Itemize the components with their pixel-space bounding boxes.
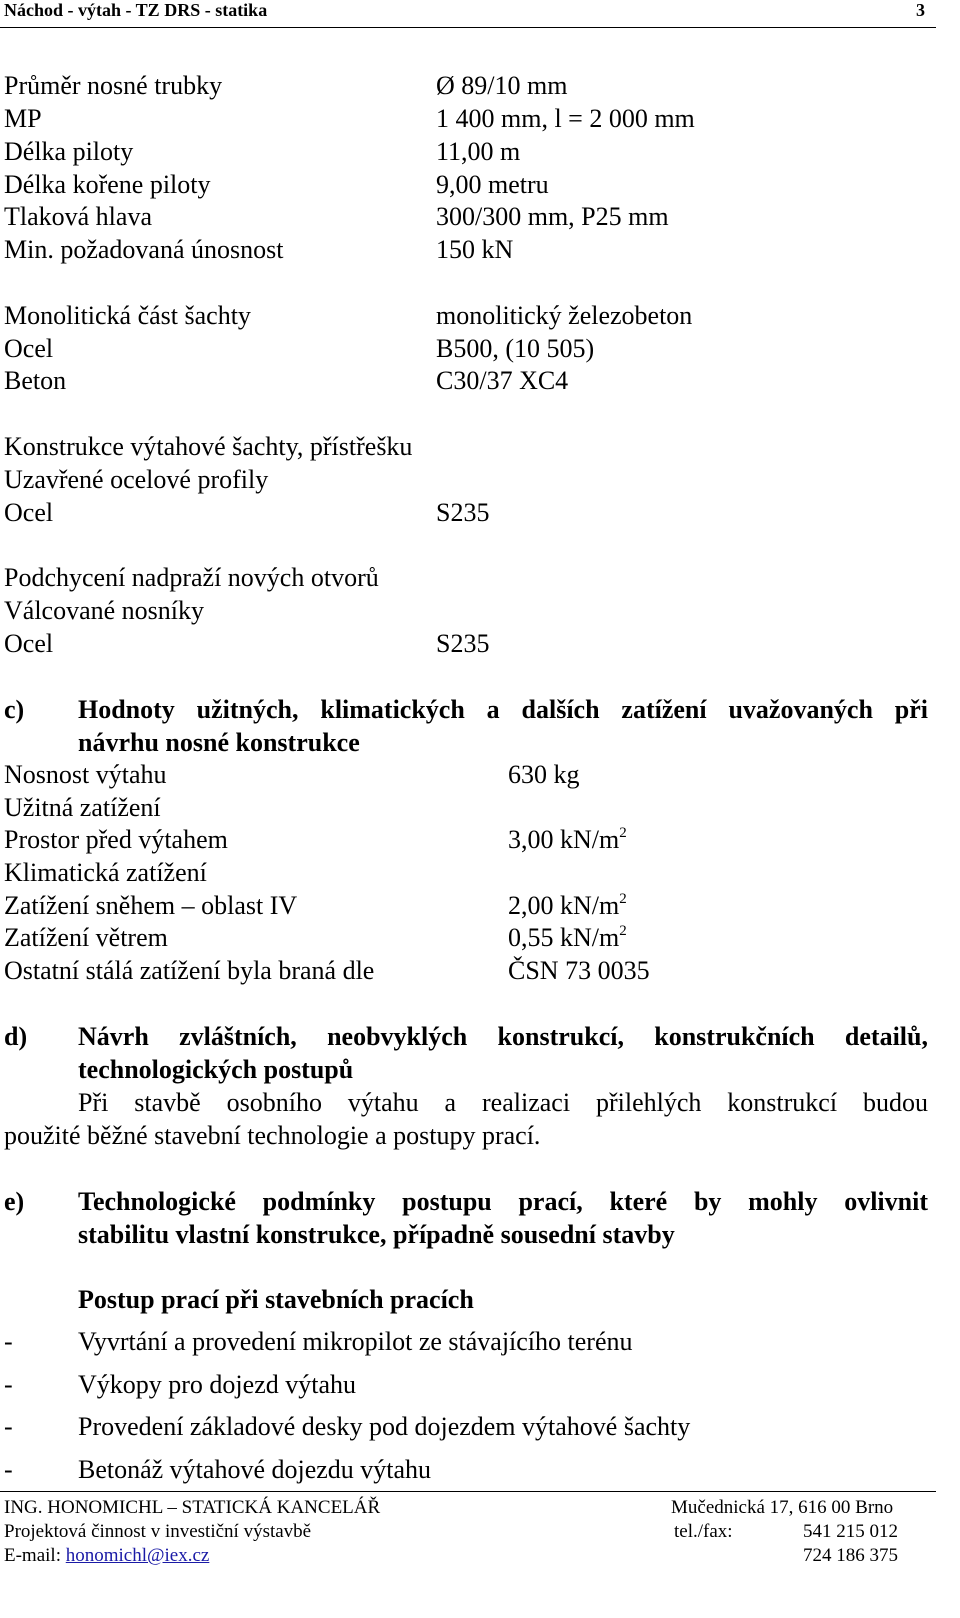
lintel-line: Válcované nosníky (4, 596, 205, 625)
document-header-title: Náchod - výtah - TZ DRS - statika (4, 0, 268, 20)
footer-email-line (4, 1545, 209, 1567)
spec-label: Monolitická část šachty (4, 301, 251, 330)
footer-email-label: E-mail: (4, 1545, 61, 1566)
spec-value: B500, (10 505) (436, 334, 595, 363)
section-marker: e) (4, 1187, 25, 1216)
bullet-dash: - (4, 1370, 13, 1399)
section-heading: stabilitu vlastní konstrukce, případně sousední stavby (78, 1220, 675, 1249)
list-item: Provedení základové desky pod dojezdem výtahové šachty (78, 1412, 691, 1441)
body-text: Při stavbě osobního výtahu a realizaci přilehlých konstrukcí budou (78, 1088, 928, 1117)
load-label: Zatížení větrem (4, 923, 168, 952)
header-rule (0, 27, 936, 28)
spec-label: MP (4, 104, 42, 133)
list-item: Vyvrtání a provedení mikropilot ze stávajícího terénu (78, 1327, 633, 1356)
spec-label: Ocel (4, 498, 54, 527)
section-heading: technologických postupů (78, 1055, 354, 1084)
section-marker: d) (4, 1022, 28, 1051)
load-label: Nosnost výtahu (4, 760, 167, 789)
spec-value: 11,00 m (436, 137, 521, 166)
page-number: 3 (916, 0, 925, 20)
section-heading: návrhu nosné konstrukce (78, 728, 360, 757)
spec-value: monolitický železobeton (436, 301, 693, 330)
load-label: Užitná zatížení (4, 793, 161, 822)
spec-label: Průměr nosné trubky (4, 71, 223, 100)
spec-value: Ø 89/10 mm (436, 71, 568, 100)
list-item: Betonáž výtahové dojezdu výtahu (78, 1455, 432, 1484)
spec-value: C30/37 XC4 (436, 366, 569, 395)
shaft-line: Uzavřené ocelové profily (4, 465, 269, 494)
list-item: Výkopy pro dojezd výtahu (78, 1370, 357, 1399)
lintel-line: Podchycení nadpraží nových otvorů (4, 563, 379, 592)
section-marker: c) (4, 695, 25, 724)
spec-label: Ocel (4, 629, 54, 658)
body-text: použité běžné stavební technologie a postupy prací. (4, 1121, 541, 1150)
footer-company: ING. HONOMICHL – STATICKÁ KANCELÁŘ (4, 1497, 381, 1518)
footer-activity: Projektová činnost v investiční výstavbě (4, 1521, 312, 1542)
bullet-dash: - (4, 1412, 13, 1441)
load-value: 3,00 $kN/m^2$ (508, 825, 627, 854)
spec-value: 300/300 mm, P25 mm (436, 202, 669, 231)
load-value: 630 kg (508, 760, 580, 789)
footer-email-link[interactable]: honomichl@iex.cz (65, 1545, 210, 1566)
shaft-line: Konstrukce výtahové šachty, přístřešku (4, 432, 413, 461)
load-label: Zatížení sněhem – oblast IV (4, 891, 298, 920)
section-heading: Technologické podmínky postupu prací, které by mohly ovlivnit (78, 1187, 928, 1216)
section-heading: Návrh zvláštních, neobvyklých konstrukcí, konstrukčních detailů, (78, 1022, 928, 1051)
spec-value: 9,00 metru (436, 170, 549, 199)
section-heading: Hodnoty užitných, klimatických a dalších zatížení uvažovaných při (78, 695, 928, 724)
spec-label: Tlaková hlava (4, 202, 152, 231)
spec-value: 1 400 mm, l = 2 000 mm (436, 104, 695, 133)
load-value: 0,55 $kN/m^2$ (508, 923, 627, 952)
spec-label: Délka kořene piloty (4, 170, 211, 199)
spec-label: Ocel (4, 334, 54, 363)
load-label: Ostatní stálá zatížení byla braná dle (4, 956, 375, 985)
footer-rule (0, 1491, 936, 1492)
subheading: Postup prací při stavebních pracích (78, 1285, 474, 1314)
bullet-dash: - (4, 1327, 13, 1356)
spec-label: Beton (4, 366, 67, 395)
spec-label: Min. požadovaná únosnost (4, 235, 284, 264)
load-value: 2,00 $kN/m^2$ (508, 891, 627, 920)
spec-value: S235 (436, 498, 490, 527)
spec-value: 150 kN (436, 235, 514, 264)
load-label: Klimatická zatížení (4, 858, 207, 887)
spec-label: Délka piloty (4, 137, 134, 166)
footer-address: Mučednická 17, 616 00 Brno (671, 1497, 894, 1518)
spec-value: S235 (436, 629, 490, 658)
footer-mobile: 724 186 375 (803, 1545, 898, 1566)
load-value: ČSN 73 0035 (508, 956, 650, 985)
load-label: Prostor před výtahem (4, 825, 228, 854)
footer-phone: 541 215 012 (803, 1521, 898, 1542)
bullet-dash: - (4, 1455, 13, 1484)
footer-phone-label: tel./fax: (674, 1521, 733, 1542)
